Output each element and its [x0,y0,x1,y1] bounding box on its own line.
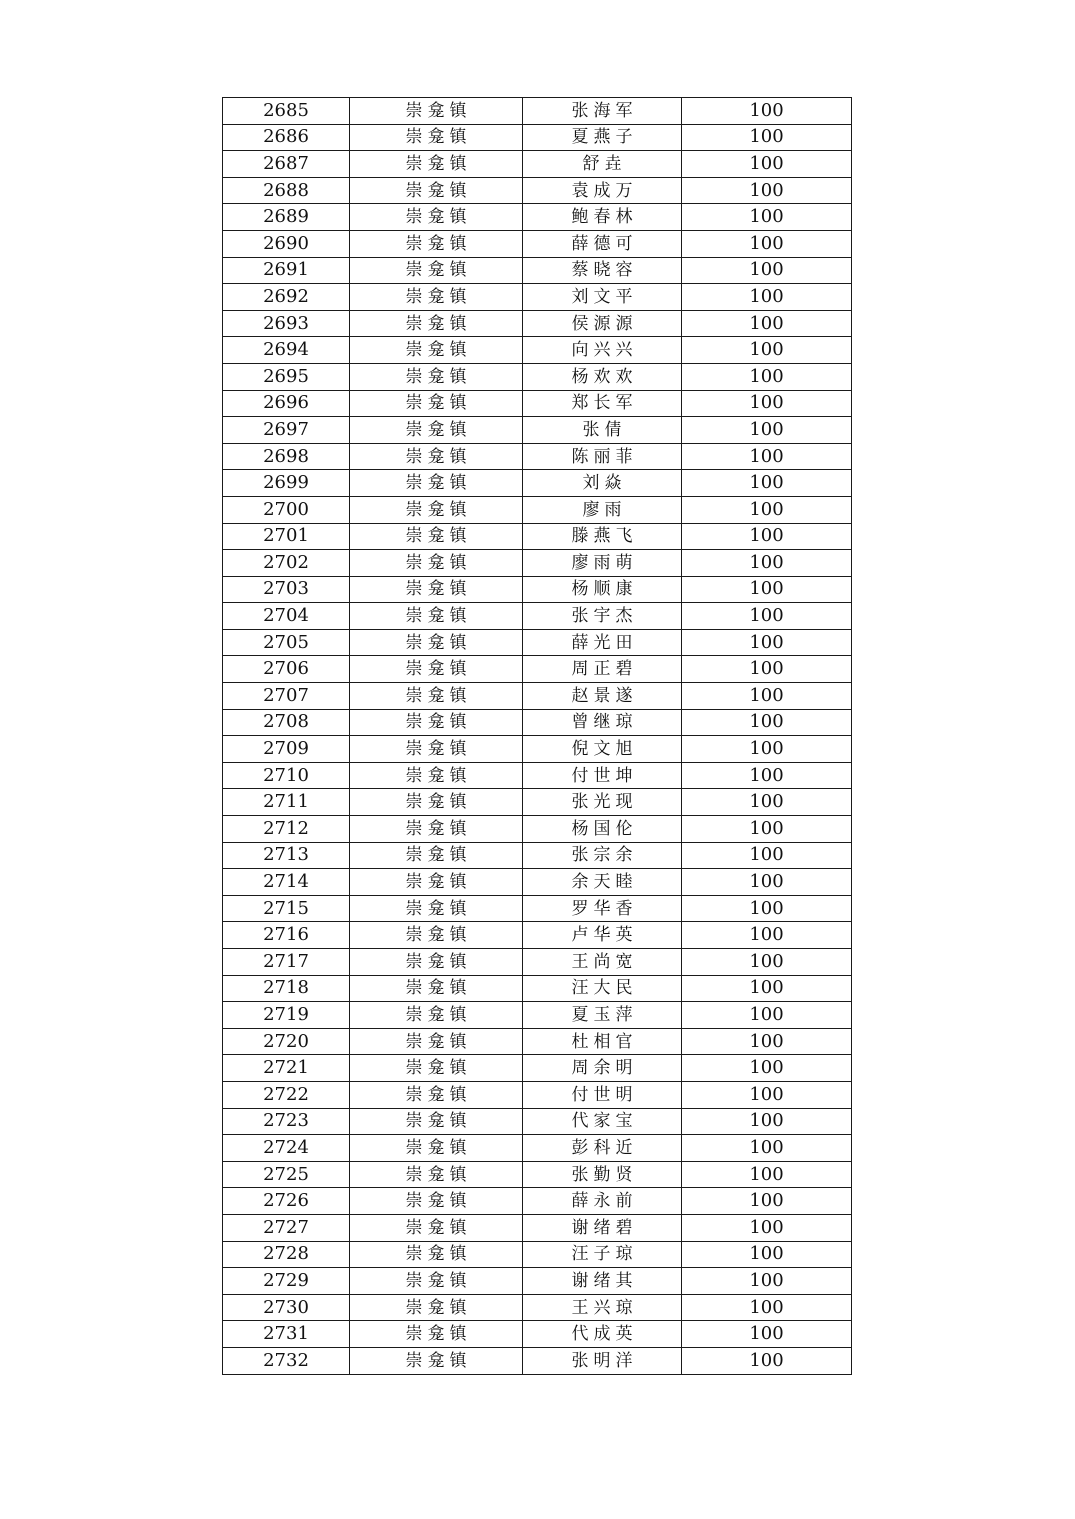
amount-cell: 100 [682,1188,852,1215]
serial-number-cell: 2703 [223,576,350,603]
table-row [223,895,852,922]
amount-cell: 100 [682,656,852,683]
town-cell: 崇龛镇 [350,842,523,869]
amount-cell: 100 [682,762,852,789]
town-cell: 崇龛镇 [350,496,523,523]
town-cell: 崇龛镇 [350,1028,523,1055]
table-row [223,656,852,683]
town-cell: 崇龛镇 [350,257,523,284]
amount-cell: 100 [682,1002,852,1029]
person-name-cell: 王兴琼 [523,1294,682,1321]
person-name-cell: 代成英 [523,1321,682,1348]
town-cell: 崇龛镇 [350,816,523,843]
amount-cell: 100 [682,869,852,896]
amount-cell: 100 [682,949,852,976]
person-name-cell: 陈丽菲 [523,443,682,470]
amount-cell: 100 [682,337,852,364]
serial-number-cell: 2708 [223,709,350,736]
town-cell: 崇龛镇 [350,363,523,390]
person-name-cell: 廖雨 [523,496,682,523]
table-row [223,257,852,284]
person-name-cell: 袁成万 [523,177,682,204]
table-row [223,363,852,390]
town-cell: 崇龛镇 [350,523,523,550]
amount-cell: 100 [682,922,852,949]
table-row [223,337,852,364]
table-row [223,177,852,204]
town-cell: 崇龛镇 [350,975,523,1002]
amount-cell: 100 [682,124,852,151]
serial-number-cell: 2722 [223,1081,350,1108]
amount-cell: 100 [682,1055,852,1082]
serial-number-cell: 2688 [223,177,350,204]
serial-number-cell: 2706 [223,656,350,683]
amount-cell: 100 [682,204,852,231]
table-row [223,1188,852,1215]
person-name-cell: 刘焱 [523,470,682,497]
amount-cell: 100 [682,310,852,337]
serial-number-cell: 2704 [223,603,350,630]
table-row [223,762,852,789]
amount-cell: 100 [682,177,852,204]
town-cell: 崇龛镇 [350,1294,523,1321]
town-cell: 崇龛镇 [350,656,523,683]
table-row [223,576,852,603]
amount-cell: 100 [682,1294,852,1321]
town-cell: 崇龛镇 [350,576,523,603]
town-cell: 崇龛镇 [350,949,523,976]
table-row [223,1108,852,1135]
serial-number-cell: 2700 [223,496,350,523]
person-name-cell: 刘文平 [523,284,682,311]
serial-number-cell: 2726 [223,1188,350,1215]
person-name-cell: 倪文旭 [523,736,682,763]
amount-cell: 100 [682,363,852,390]
amount-cell: 100 [682,257,852,284]
amount-cell: 100 [682,98,852,125]
town-cell: 崇龛镇 [350,1188,523,1215]
table-row [223,922,852,949]
person-name-cell: 张明洋 [523,1347,682,1374]
person-name-cell: 汪大民 [523,975,682,1002]
amount-cell: 100 [682,1028,852,1055]
person-name-cell: 代家宝 [523,1108,682,1135]
serial-number-cell: 2697 [223,417,350,444]
table-row [223,443,852,470]
town-cell: 崇龛镇 [350,1108,523,1135]
serial-number-cell: 2696 [223,390,350,417]
serial-number-cell: 2711 [223,789,350,816]
table-row [223,1268,852,1295]
amount-cell: 100 [682,496,852,523]
serial-number-cell: 2719 [223,1002,350,1029]
amount-cell: 100 [682,443,852,470]
table-row [223,1055,852,1082]
serial-number-cell: 2721 [223,1055,350,1082]
town-cell: 崇龛镇 [350,1347,523,1374]
table-row [223,98,852,125]
town-cell: 崇龛镇 [350,151,523,178]
amount-cell: 100 [682,151,852,178]
person-name-cell: 夏燕子 [523,124,682,151]
town-cell: 崇龛镇 [350,230,523,257]
amount-cell: 100 [682,1161,852,1188]
amount-cell: 100 [682,736,852,763]
town-cell: 崇龛镇 [350,789,523,816]
table-row [223,949,852,976]
person-name-cell: 向兴兴 [523,337,682,364]
person-name-cell: 张勤贤 [523,1161,682,1188]
town-cell: 崇龛镇 [350,1002,523,1029]
serial-number-cell: 2694 [223,337,350,364]
town-cell: 崇龛镇 [350,470,523,497]
table-row [223,1321,852,1348]
person-name-cell: 罗华香 [523,895,682,922]
town-cell: 崇龛镇 [350,1081,523,1108]
amount-cell: 100 [682,709,852,736]
serial-number-cell: 2693 [223,310,350,337]
serial-number-cell: 2689 [223,204,350,231]
serial-number-cell: 2714 [223,869,350,896]
serial-number-cell: 2728 [223,1241,350,1268]
town-cell: 崇龛镇 [350,709,523,736]
amount-cell: 100 [682,895,852,922]
person-name-cell: 余天睦 [523,869,682,896]
town-cell: 崇龛镇 [350,417,523,444]
town-cell: 崇龛镇 [350,177,523,204]
amount-cell: 100 [682,603,852,630]
amount-cell: 100 [682,1214,852,1241]
serial-number-cell: 2691 [223,257,350,284]
person-name-cell: 蔡晓容 [523,257,682,284]
table-row [223,1161,852,1188]
table-row [223,1002,852,1029]
serial-number-cell: 2690 [223,230,350,257]
town-cell: 崇龛镇 [350,869,523,896]
table-row [223,736,852,763]
town-cell: 崇龛镇 [350,736,523,763]
table-row [223,629,852,656]
serial-number-cell: 2727 [223,1214,350,1241]
table-row [223,230,852,257]
person-name-cell: 侯源源 [523,310,682,337]
table-row [223,789,852,816]
person-name-cell: 张海军 [523,98,682,125]
table-row [223,709,852,736]
table-row [223,151,852,178]
table-row [223,1294,852,1321]
table-row [223,284,852,311]
person-name-cell: 薛永前 [523,1188,682,1215]
person-name-cell: 赵景遂 [523,683,682,710]
town-cell: 崇龛镇 [350,390,523,417]
serial-number-cell: 2701 [223,523,350,550]
table-row [223,603,852,630]
town-cell: 崇龛镇 [350,1135,523,1162]
amount-cell: 100 [682,842,852,869]
serial-number-cell: 2729 [223,1268,350,1295]
serial-number-cell: 2702 [223,550,350,577]
person-name-cell: 鲍春林 [523,204,682,231]
person-name-cell: 曾继琼 [523,709,682,736]
amount-cell: 100 [682,1347,852,1374]
amount-cell: 100 [682,390,852,417]
person-name-cell: 周正碧 [523,656,682,683]
serial-number-cell: 2705 [223,629,350,656]
town-cell: 崇龛镇 [350,337,523,364]
town-cell: 崇龛镇 [350,922,523,949]
table-row [223,390,852,417]
amount-cell: 100 [682,576,852,603]
amount-cell: 100 [682,470,852,497]
town-cell: 崇龛镇 [350,443,523,470]
serial-number-cell: 2718 [223,975,350,1002]
person-name-cell: 谢绪其 [523,1268,682,1295]
person-name-cell: 张宗余 [523,842,682,869]
table-row [223,816,852,843]
amount-cell: 100 [682,1081,852,1108]
person-name-cell: 杨顺康 [523,576,682,603]
town-cell: 崇龛镇 [350,603,523,630]
town-cell: 崇龛镇 [350,1055,523,1082]
data-table [222,97,852,1375]
amount-cell: 100 [682,1135,852,1162]
serial-number-cell: 2695 [223,363,350,390]
table-row [223,124,852,151]
town-cell: 崇龛镇 [350,204,523,231]
amount-cell: 100 [682,1321,852,1348]
town-cell: 崇龛镇 [350,310,523,337]
amount-cell: 100 [682,789,852,816]
serial-number-cell: 2732 [223,1347,350,1374]
amount-cell: 100 [682,230,852,257]
serial-number-cell: 2715 [223,895,350,922]
person-name-cell: 张光现 [523,789,682,816]
serial-number-cell: 2717 [223,949,350,976]
serial-number-cell: 2699 [223,470,350,497]
person-name-cell: 舒垚 [523,151,682,178]
person-name-cell: 张倩 [523,417,682,444]
person-name-cell: 彭科近 [523,1135,682,1162]
town-cell: 崇龛镇 [350,98,523,125]
serial-number-cell: 2716 [223,922,350,949]
town-cell: 崇龛镇 [350,1241,523,1268]
serial-number-cell: 2731 [223,1321,350,1348]
table-row [223,1135,852,1162]
person-name-cell: 滕燕飞 [523,523,682,550]
person-name-cell: 汪子琼 [523,1241,682,1268]
town-cell: 崇龛镇 [350,895,523,922]
amount-cell: 100 [682,975,852,1002]
serial-number-cell: 2710 [223,762,350,789]
person-name-cell: 杨欢欢 [523,363,682,390]
table-row [223,1214,852,1241]
town-cell: 崇龛镇 [350,683,523,710]
table-row [223,496,852,523]
table-row [223,975,852,1002]
person-name-cell: 郑长军 [523,390,682,417]
person-name-cell: 薛德可 [523,230,682,257]
amount-cell: 100 [682,1268,852,1295]
amount-cell: 100 [682,284,852,311]
table-row [223,204,852,231]
serial-number-cell: 2730 [223,1294,350,1321]
serial-number-cell: 2713 [223,842,350,869]
person-name-cell: 廖雨萌 [523,550,682,577]
table-row [223,1241,852,1268]
table-row [223,683,852,710]
table-body [223,98,852,1375]
amount-cell: 100 [682,1241,852,1268]
person-name-cell: 付世坤 [523,762,682,789]
table-row [223,417,852,444]
person-name-cell: 张宇杰 [523,603,682,630]
serial-number-cell: 2712 [223,816,350,843]
table-row [223,1028,852,1055]
person-name-cell: 杜相官 [523,1028,682,1055]
table-row [223,550,852,577]
person-name-cell: 卢华英 [523,922,682,949]
table-row [223,310,852,337]
table-row [223,842,852,869]
person-name-cell: 夏玉萍 [523,1002,682,1029]
amount-cell: 100 [682,816,852,843]
town-cell: 崇龛镇 [350,629,523,656]
serial-number-cell: 2687 [223,151,350,178]
person-name-cell: 杨国伦 [523,816,682,843]
table-row [223,470,852,497]
person-name-cell: 谢绪碧 [523,1214,682,1241]
town-cell: 崇龛镇 [350,284,523,311]
table-row [223,1347,852,1374]
amount-cell: 100 [682,523,852,550]
serial-number-cell: 2685 [223,98,350,125]
town-cell: 崇龛镇 [350,124,523,151]
serial-number-cell: 2723 [223,1108,350,1135]
serial-number-cell: 2709 [223,736,350,763]
table-row [223,523,852,550]
serial-number-cell: 2698 [223,443,350,470]
amount-cell: 100 [682,1108,852,1135]
serial-number-cell: 2686 [223,124,350,151]
amount-cell: 100 [682,683,852,710]
person-name-cell: 王尚宽 [523,949,682,976]
person-name-cell: 周余明 [523,1055,682,1082]
town-cell: 崇龛镇 [350,550,523,577]
table-row [223,1081,852,1108]
table-row [223,869,852,896]
town-cell: 崇龛镇 [350,1321,523,1348]
amount-cell: 100 [682,417,852,444]
town-cell: 崇龛镇 [350,1268,523,1295]
serial-number-cell: 2724 [223,1135,350,1162]
town-cell: 崇龛镇 [350,762,523,789]
town-cell: 崇龛镇 [350,1214,523,1241]
serial-number-cell: 2692 [223,284,350,311]
serial-number-cell: 2707 [223,683,350,710]
person-name-cell: 薛光田 [523,629,682,656]
town-cell: 崇龛镇 [350,1161,523,1188]
person-name-cell: 付世明 [523,1081,682,1108]
serial-number-cell: 2725 [223,1161,350,1188]
serial-number-cell: 2720 [223,1028,350,1055]
amount-cell: 100 [682,550,852,577]
amount-cell: 100 [682,629,852,656]
